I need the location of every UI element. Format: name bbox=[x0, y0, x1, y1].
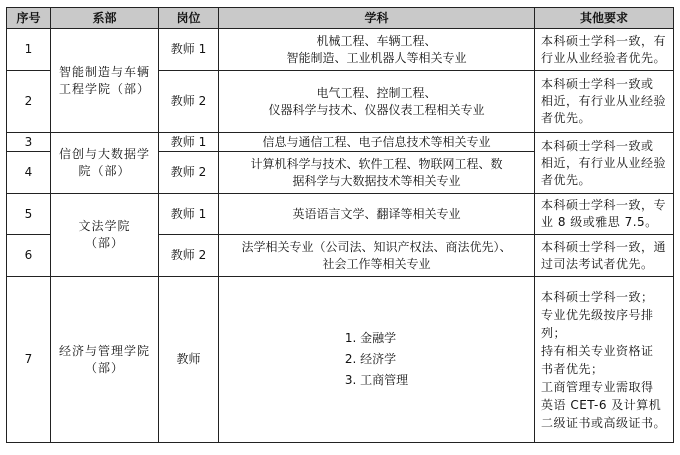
subject-line: 机械工程、车辆工程、 bbox=[316, 33, 437, 48]
requirement-cell bbox=[535, 133, 674, 194]
subject-line: 英语语言文学、翻译等相关专业 bbox=[292, 206, 461, 221]
post-cell: 教师 bbox=[159, 277, 219, 443]
requirement-line: 本科硕士学科一致或 bbox=[541, 77, 654, 91]
subject-cell bbox=[219, 29, 535, 71]
department-cell: 经济与管理学院（部） bbox=[51, 277, 159, 443]
subject-line: 智能制造、工业机器人等相关专业 bbox=[286, 50, 467, 65]
major-list bbox=[345, 328, 408, 391]
requirement-line: 专业优先级按序号排 bbox=[541, 307, 654, 322]
subject-line: 计算机科学与技术、软件工程、物联网工程、数 bbox=[250, 156, 503, 171]
subject-line: 社会工作等相关专业 bbox=[322, 256, 431, 271]
subject-cell bbox=[219, 235, 535, 277]
header-subject: 学科 bbox=[219, 8, 535, 29]
post-cell: 教师 1 bbox=[159, 194, 219, 235]
header-no: 序号 bbox=[7, 8, 51, 29]
row-number: 6 bbox=[7, 235, 51, 277]
requirement-line: 列； bbox=[541, 325, 567, 340]
major-item: 1. 金融学 bbox=[344, 331, 397, 345]
subject-cell bbox=[219, 194, 535, 235]
header-row bbox=[7, 8, 674, 29]
header-requirement: 其他要求 bbox=[535, 8, 674, 29]
post-cell: 教师 2 bbox=[159, 235, 219, 277]
table-row bbox=[7, 133, 674, 152]
requirement-line: 工商管理专业需取得 bbox=[541, 379, 654, 394]
table-row bbox=[7, 277, 674, 443]
row-number: 2 bbox=[7, 71, 51, 133]
requirement-line: 过司法考试者优先。 bbox=[541, 256, 654, 271]
post-cell: 教师 1 bbox=[159, 133, 219, 152]
post-cell: 教师 2 bbox=[159, 152, 219, 194]
table-row bbox=[7, 194, 674, 235]
subject-line: 法学相关专业（公司法、知识产权法、商法优先）、 bbox=[241, 239, 512, 254]
subject-cell bbox=[219, 152, 535, 194]
subject-cell bbox=[219, 71, 535, 133]
subject-cell bbox=[219, 133, 535, 152]
major-item: 3. 工商管理 bbox=[344, 373, 409, 387]
requirement-cell bbox=[535, 235, 674, 277]
requirement-line: 本科硕士学科一致或 bbox=[541, 138, 654, 153]
requirement-line: 者优先。 bbox=[541, 172, 592, 187]
department-cell: 信创与大数据学院（部） bbox=[51, 133, 159, 194]
row-number: 5 bbox=[7, 194, 51, 235]
row-number: 1 bbox=[7, 29, 51, 71]
requirement-line: 英语 CET-6 及计算机 bbox=[541, 397, 662, 412]
subject-line: 据科学与大数据技术等相关专业 bbox=[292, 173, 461, 188]
department-cell: 智能制造与车辆工程学院（部） bbox=[51, 29, 159, 133]
requirement-line: 持有相关专业资格证 bbox=[541, 343, 654, 358]
subject-line: 信息与通信工程、电子信息技术等相关专业 bbox=[262, 134, 491, 149]
major-item: 2. 经济学 bbox=[344, 352, 397, 366]
requirement-line: 书者优先； bbox=[541, 361, 604, 376]
requirement-line: 本科硕士学科一致，通 bbox=[541, 239, 667, 254]
department-cell: 文法学院（部） bbox=[51, 194, 159, 277]
requirement-line: 者优先。 bbox=[541, 111, 592, 125]
requirement-line: 本科硕士学科一致； bbox=[541, 289, 654, 304]
recruitment-table bbox=[6, 7, 674, 443]
header-dept: 系部 bbox=[51, 8, 159, 29]
subject-line: 仪器科学与技术、仪器仪表工程相关专业 bbox=[268, 102, 485, 117]
subject-line: 电气工程、控制工程、 bbox=[316, 85, 437, 100]
header-post: 岗位 bbox=[159, 8, 219, 29]
requirement-line: 二级证书或高级证书。 bbox=[541, 415, 667, 430]
requirement-line: 相近，有行业从业经验 bbox=[541, 155, 667, 170]
requirement-line: 本科硕士学科一致，专 bbox=[541, 198, 667, 212]
requirement-line: 业 8 级或雅思 7.5。 bbox=[541, 215, 658, 229]
requirement-line: 相近，有行业从业经验 bbox=[541, 94, 667, 108]
requirement-cell bbox=[535, 71, 674, 133]
subject-cell bbox=[219, 277, 535, 443]
row-number: 4 bbox=[7, 152, 51, 194]
requirement-line: 本科硕士学科一致，有 bbox=[541, 33, 667, 48]
requirement-cell bbox=[535, 277, 674, 443]
requirement-cell bbox=[535, 29, 674, 71]
row-number: 3 bbox=[7, 133, 51, 152]
post-cell: 教师 1 bbox=[159, 29, 219, 71]
row-number: 7 bbox=[7, 277, 51, 443]
requirement-cell bbox=[535, 194, 674, 235]
requirement-line: 行业从业经验者优先。 bbox=[541, 50, 667, 65]
post-cell: 教师 2 bbox=[159, 71, 219, 133]
table-row bbox=[7, 29, 674, 71]
